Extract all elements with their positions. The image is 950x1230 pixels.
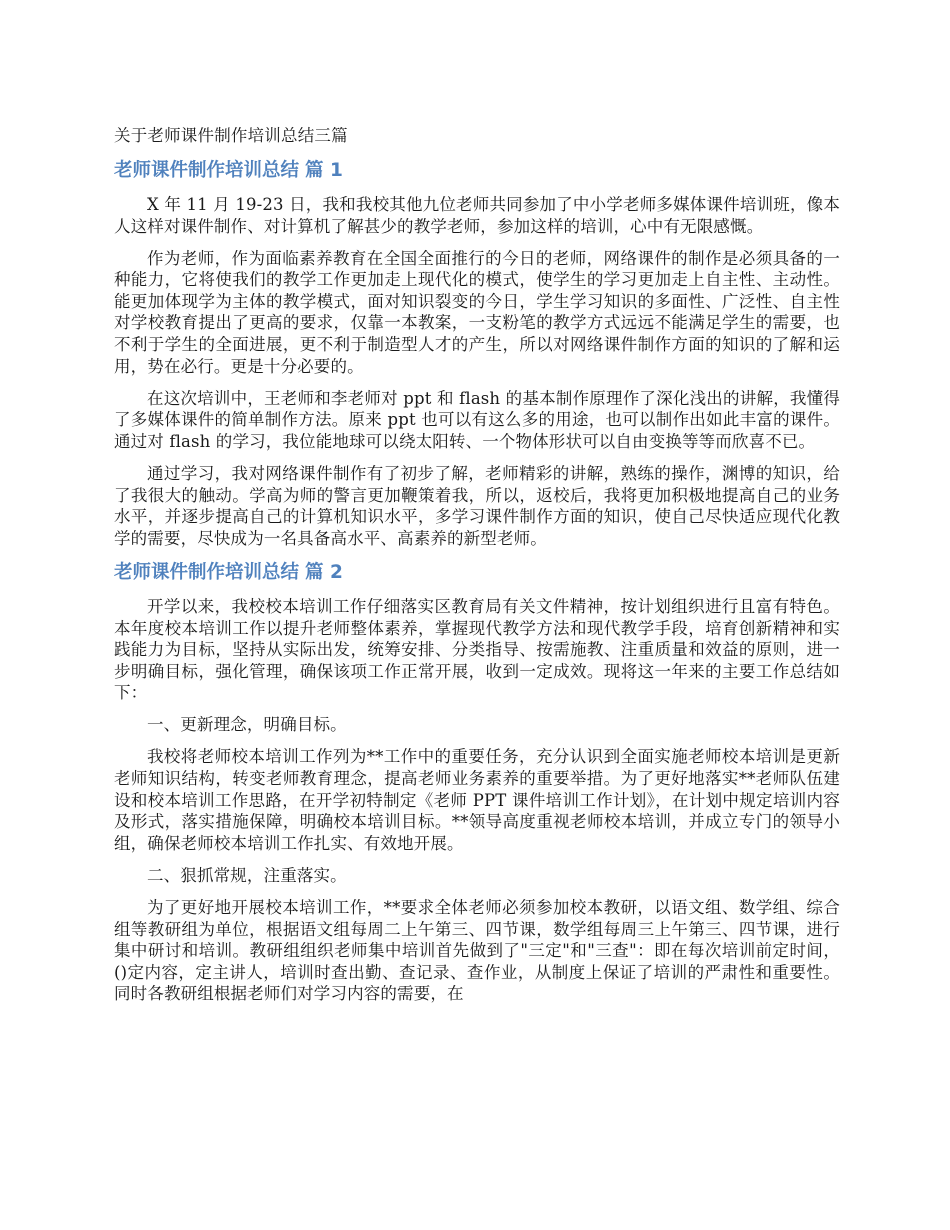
paragraph: 作为老师，作为面临素养教育在全国全面推行的今日的老师，网络课件的制作是必须具备的一种能力，它将使我们的教学工作更加走上现代化的模式，使学生的学习更加走上自主性、主动性。能更加体现学为主体的教学模式，面对知识裂变的今日，学生学习知识的多面性、广泛性、自主性对学校教育提出了更高的要求，仅靠一本教案，一支粉笔的教学方式远远不能满足学生的需要，也不利于学生的全面进展，更不利于制造型人才的产生，所以对网络课件制作方面的知识的了解和运用，势在必行。更是十分必要的。 xyxy=(114,248,840,376)
paragraph-subheading: 一、更新理念，明确目标。 xyxy=(147,715,347,735)
section-heading-2 xyxy=(114,560,840,586)
section-heading-text: 老师课件制作培训总结 xyxy=(114,160,300,181)
paragraph: 通过学习，我对网络课件制作有了初步了解，老师精彩的讲解，熟练的操作，渊博的知识，给了我很大的触动。学高为师的警言更加鞭策着我，所以，返校后，我将更加积极地提高自己的业务水平，并逐步提高自己的计算机知识水平，多学习课件制作方面的知识，使自己尽快适应现代化教学的需要，尽快成为一名具备高水平、高素养的新型老师。 xyxy=(114,464,840,548)
section-heading-1 xyxy=(114,158,840,184)
document-page xyxy=(114,124,840,1016)
document-title: 关于老师课件制作培训总结三篇 xyxy=(114,126,348,145)
section-heading-number: 篇 2 xyxy=(305,561,343,583)
paragraph: 在这次培训中，王老师和李老师对 ppt 和 flash 的基本制作原理作了深化浅出的讲解，我懂得了多媒体课件的简单制作方法。原来 ppt 也可以有这么多的用途，也可以制作出如此丰富的课件。通过对 flash 的学习，我位能地球可以绕太阳转、一个物体形状可以自由变换等等而欣喜不已。 xyxy=(114,388,840,451)
paragraph: 开学以来，我校校本培训工作仔细落实区教育局有关文件精神，按计划组织进行且富有特色。本年度校本培训工作以提升老师整体素养，掌握现代教学方法和现代教学手段，培育创新精神和实践能力为目标，坚持从实际出发，统筹安排、分类指导、按需施教、注重质量和效益的原则，进一步明确目标，强化管理，确保该项工作正常开展，收到一定成效。现将这一年来的主要工作总结如下： xyxy=(114,596,840,703)
paragraph-subheading: 二、狠抓常规，注重落实。 xyxy=(147,865,347,885)
paragraph: 为了更好地开展校本培训工作，**要求全体老师必须参加校本教研，以语文组、数学组、综合组等教研组为单位，根据语文组每周二上午第三、四节课，数学组每周三上午第三、四节课，进行集中研讨和培训。教研组组织老师集中培训首先做到了"三定"和"三查"：即在每次培训前定时间，()定内容，定主讲人，培训时查出勤、查记录、查作业，从制度上保证了培训的严肃性和重要性。同时各教研组根据老师们对学习内容的需要，在 xyxy=(114,898,840,1004)
section-heading-number: 篇 1 xyxy=(305,160,343,181)
paragraph: X 年 11 月 19-23 日，我和我校其他九位老师共同参加了中小学老师多媒体课件培训班，像本人这样对课件制作、对计算机了解甚少的教学老师，参加这样的培训，心中有无限感慨。 xyxy=(114,195,840,236)
paragraph: 我校将老师校本培训工作列为**工作中的重要任务，充分认识到全面实施老师校本培训是更新老师知识结构，转变老师教育理念，提高老师业务素养的重要举措。为了更好地落实**老师队伍建设和校本培训工作思路，在开学初特制定《老师 PPT 课件培训工作计划》，在计划中规定培训内容及形式，落实措施保障，明确校本培训目标。**领导高度重视老师校本培训，并成立专门的领导小组，确保老师校本培训工作扎实、有效地开展。 xyxy=(114,747,840,853)
section-heading-text: 老师课件制作培训总结 xyxy=(114,561,300,583)
